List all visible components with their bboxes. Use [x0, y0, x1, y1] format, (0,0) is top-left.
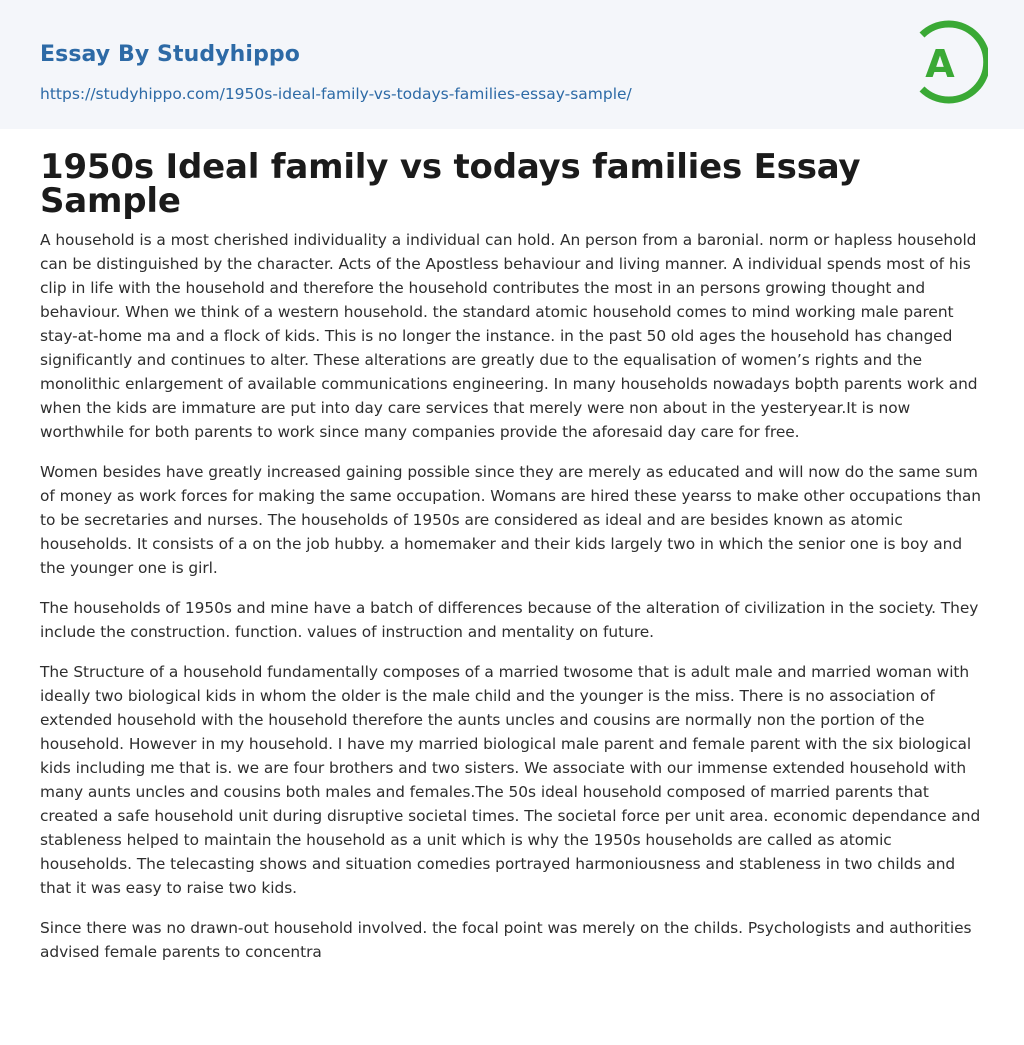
article-body	[40, 228, 984, 980]
source-url-link[interactable]: https://studyhippo.com/1950s-ideal-family-vs-todays-families-essay-sample/	[40, 85, 632, 103]
brand-name[interactable]: Essay By Studyhippo	[40, 42, 300, 67]
paragraph-5: Since there was no drawn-out household involved. the focal point was merely on the childs. Psychologists and authorities advised female parents to concentra	[40, 919, 972, 961]
logo-letter: A	[925, 42, 955, 86]
studyhippo-logo-icon[interactable]	[908, 17, 988, 107]
paragraph-3: The households of 1950s and mine have a batch of differences because of the alteration of civilization in the society. They include the construction. function. values of instruction and mentality on future.	[40, 599, 979, 641]
paragraph-1: A household is a most cherished individuality a individual can hold. An person from a baronial. norm or hapless household can be distinguished by the character. Acts of the Apostless behaviour and living manner. A individual spends most of his clip in life with the household and therefore the household contributes the most in an persons growing thought and behaviour. When we think of a western household. the standard atomic household comes to mind working male parent stay-at-home ma and a flock of kids. This is no longer the instance. in the past 50 old ages the household has changed significantly and continues to alter. These alterations are greatly due to the equalisation of women’s rights and the monolithic enlargement of available communications engineering. In many households nowadays boþth parents work and when the kids are immature are put into day care services that merely were non about in the yesteryear.It is now worthwhile for both parents to work since many companies provide the aforesaid day care for free.	[40, 231, 978, 441]
article-title: 1950s Ideal family vs todays families Essay Sample	[40, 147, 861, 221]
paragraph-2: Women besides have greatly increased gaining possible since they are merely as educated and will now do the same sum of money as work forces for making the same occupation. Womans are hired these yearss to make other occupations than to be secretaries and nurses. The households of 1950s are considered as ideal and are besides known as atomic households. It consists of a on the job hubby. a homemaker and their kids largely two in which the senior one is boy and the younger one is girl.	[40, 463, 982, 577]
paragraph-4: The Structure of a household fundamentally composes of a married twosome that is adult male and married woman with ideally two biological kids in whom the older is the male child and the younger is the miss. There is no association of extended household with the household therefore the aunts uncles and cousins are normally non the portion of the household. However in my household. I have my married biological male parent and female parent with the six biological kids including me that is. we are four brothers and two sisters. We associate with our immense extended household with many aunts uncles and cousins both males and females.The 50s ideal household composed of married parents that created a safe household unit during disruptive societal times. The societal force per unit area. economic dependance and stableness helped to maintain the household as a unit which is why the 1950s households are called as atomic households. The telecasting shows and situation comedies portrayed harmoniousness and stableness in two childs and that it was easy to raise two kids.	[40, 663, 981, 897]
site-header	[0, 0, 1024, 129]
